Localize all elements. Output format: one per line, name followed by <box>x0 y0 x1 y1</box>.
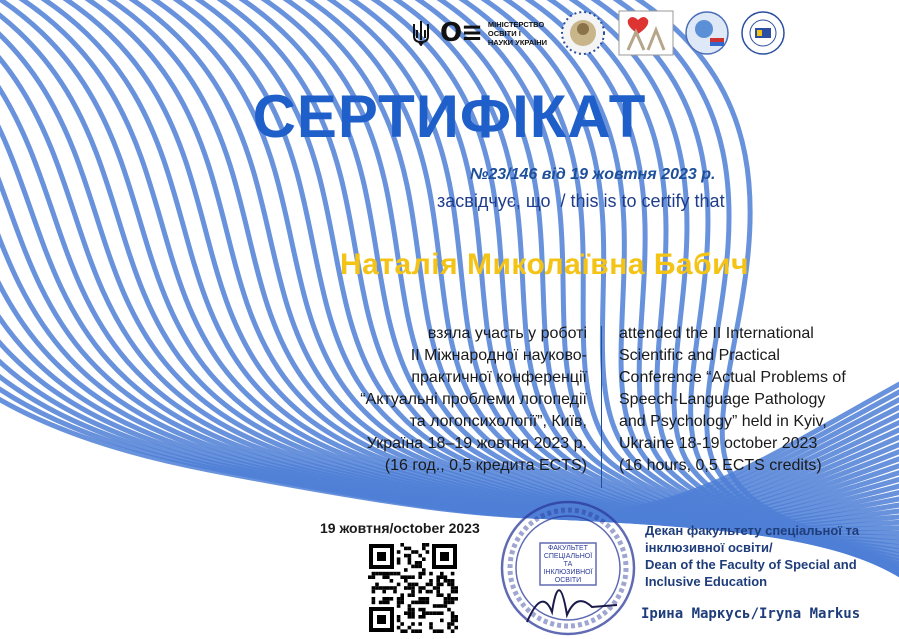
ua-line: (16 год., 0,5 кредита ECTS) <box>384 457 587 474</box>
logo-row <box>412 10 786 56</box>
qr-code[interactable] <box>368 543 458 633</box>
ministry-logo <box>440 18 548 48</box>
en-line: (16 hours, 0,5 ECTS credits) <box>619 457 822 474</box>
certificate-number: №23/146 від 19 жовтня 2023 р. <box>470 166 716 183</box>
university-seal-logo <box>558 10 608 56</box>
dean-name: Ірина Маркусь/Iryna Markus <box>641 606 861 622</box>
ua-line: Україна 18–19 жовтня 2023 р. <box>366 435 587 452</box>
en-line: Conference “Actual Problems of <box>619 369 846 386</box>
en-line: Ukraine 18-19 october 2023 <box>619 435 818 452</box>
hands-heart-logo <box>618 10 674 56</box>
issue-date: 19 жовтня/october 2023 <box>320 520 480 536</box>
head-brain-books-logo <box>684 10 730 56</box>
ministry-mark: О≡ <box>440 18 482 48</box>
dean-line: Dean of the Faculty of Special and <box>645 557 857 572</box>
dean-title <box>645 522 859 590</box>
stamp-text: ФАКУЛЬТЕТ СПЕЦІАЛЬНОЇ ТА ІНКЛЮЗИВНОЇ ОСВІТИ <box>543 545 593 584</box>
ministry-name: МІНІСТЕРСТВО ОСВІТИ І НАУКИ УКРАЇНИ <box>487 19 548 47</box>
dean-line: Inclusive Education <box>645 574 768 589</box>
ua-line: ІІ Міжнародної науково- <box>410 347 587 364</box>
official-stamp <box>497 497 639 639</box>
en-line: Speech-Language Pathology <box>619 391 826 408</box>
certify-text: засвідчує, що / this is to certify that <box>437 191 725 211</box>
dean-line: Декан факультету спеціальної та <box>645 523 860 538</box>
association-logo <box>740 10 786 56</box>
ua-line: та логопсихології”, Київ, <box>409 413 587 430</box>
ua-line: практичної конференції <box>411 369 587 386</box>
certificate-title: СЕРТИФІКАТ <box>252 83 647 150</box>
ukrainian-description <box>300 323 587 477</box>
trident-icon <box>412 20 430 46</box>
english-description <box>619 323 899 477</box>
dean-line: інклюзивної освіти/ <box>645 540 773 555</box>
en-line: attended the II International <box>619 325 814 342</box>
en-line: Scientific and Practical <box>619 347 780 364</box>
recipient-name: Наталія Миколаївна Бабич <box>340 248 749 281</box>
ua-line: взяла участь у роботі <box>427 325 587 342</box>
vertical-divider <box>601 326 602 488</box>
ua-line: “Актуальні проблеми логопедії <box>360 391 587 408</box>
en-line: and Psychology” held in Kyiv, <box>619 413 827 430</box>
